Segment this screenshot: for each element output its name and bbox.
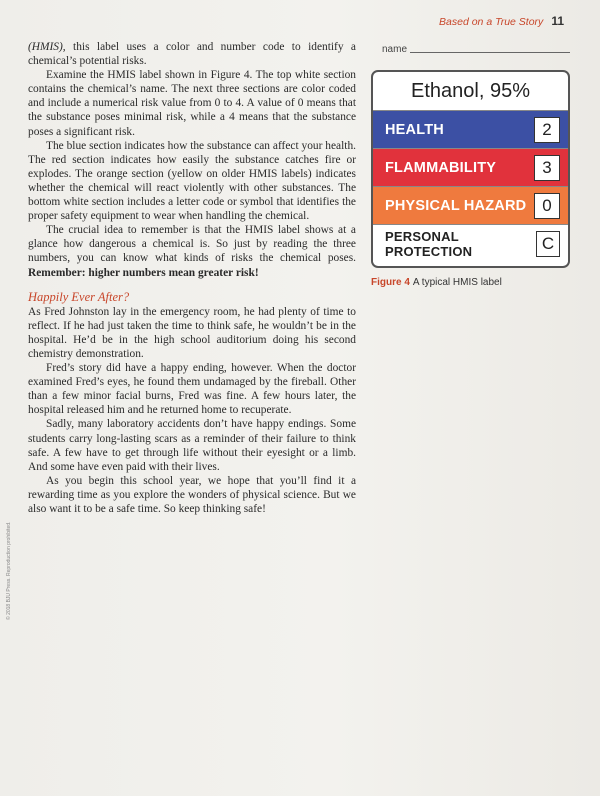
hmis-row-health bbox=[373, 110, 568, 148]
remember-emphasis: Remember: higher numbers mean greater risk! bbox=[28, 266, 259, 279]
hmis-health-value: 2 bbox=[534, 117, 560, 143]
name-blank bbox=[410, 52, 570, 53]
paragraph-1 bbox=[28, 40, 356, 68]
hmis-personal-protection-value: C bbox=[536, 231, 560, 257]
section-paragraph-4: As you begin this school year, we hope that you’ll find it a rewarding time as you explore the wonders of physical science. But we also want it to be a safe time. So keep thinking safe! bbox=[28, 474, 356, 515]
section-heading: Happily Ever After? bbox=[28, 289, 130, 304]
paragraph-3: The blue section indicates how the substance can affect your health. The red section indicates how easily the substance catches fire or explodes. The orange section (yellow on older HMIS labels) indicates whether the chemical will react violently with other substances. The bottom white section includes a letter code or symbol that identifies the proper safety equipment to wear when handling the chemical. bbox=[28, 139, 356, 223]
hmis-row-flammability bbox=[373, 148, 568, 186]
hmis-health-label: HEALTH bbox=[385, 121, 444, 138]
page-number: 11 bbox=[551, 14, 564, 28]
paragraph-2: Examine the HMIS label shown in Figure 4. The top white section contains the chemical’s name. The next three sections are color coded and include a numerical risk value from 0 to 4. A value of 0 means that the substance poses minimal risk, while a 4 means that the substance poses a significant risk. bbox=[28, 69, 356, 138]
figure-number: Figure 4 bbox=[371, 277, 410, 288]
running-head bbox=[439, 14, 564, 28]
name-label: name bbox=[382, 44, 408, 55]
hmis-physical-hazard-label: PHYSICAL HAZARD bbox=[385, 197, 527, 214]
hmis-flammability-value: 3 bbox=[534, 155, 560, 181]
running-head-title: Based on a True Story bbox=[439, 16, 544, 28]
section-paragraph-3: Sadly, many laboratory accidents don’t have happy endings. Some students carry long-lasting scars as a reminder of their failure to think safe. A few have to get through life without their eyesight or a limb. And some have even paid with their lives. bbox=[28, 418, 356, 473]
paragraph-4 bbox=[28, 223, 356, 279]
acronym-italic: (HMIS), bbox=[28, 41, 66, 53]
name-line bbox=[382, 44, 572, 55]
paragraph-1-text: this label uses a color and number code to identify a chemical’s potential risks. bbox=[28, 41, 356, 68]
hmis-row-personal-protection bbox=[373, 224, 568, 262]
section-paragraph-2: Fred’s story did have a happy ending, however. When the doctor examined Fred’s eyes, he found them undamaged by the fireball. Other than a few minor facial burns, Fred was fine. A few hours later, the hospital released him and he returned home to recuperate. bbox=[28, 362, 356, 417]
section-paragraph-1: As Fred Johnston lay in the emergency room, he had plenty of time to reflect. If he had just taken the time to think safe, he wouldn’t be in the hospital. He’d be in the high school auditorium doing his second chemistry demonstration. bbox=[28, 305, 356, 360]
hmis-label bbox=[371, 70, 570, 268]
hmis-physical-hazard-value: 0 bbox=[534, 193, 560, 219]
paragraph-4-text: The crucial idea to remember is that the HMIS label shows at a glance how dangerous a chemical is. So just by reading the three numbers, you can know what kinds of risks the chemical poses. bbox=[28, 224, 356, 265]
hmis-chemical-name: Ethanol, 95% bbox=[411, 80, 530, 102]
figure-caption bbox=[371, 277, 502, 288]
figure-caption-text: A typical HMIS label bbox=[412, 277, 502, 288]
hmis-personal-protection-label: PERSONAL PROTECTION bbox=[385, 228, 473, 259]
hmis-row-physical-hazard bbox=[373, 186, 568, 224]
main-text-column bbox=[28, 40, 356, 516]
copyright-notice: © 2018 BJU Press. Reproduction prohibited. bbox=[6, 521, 12, 620]
hmis-flammability-label: FLAMMABILITY bbox=[385, 159, 497, 176]
